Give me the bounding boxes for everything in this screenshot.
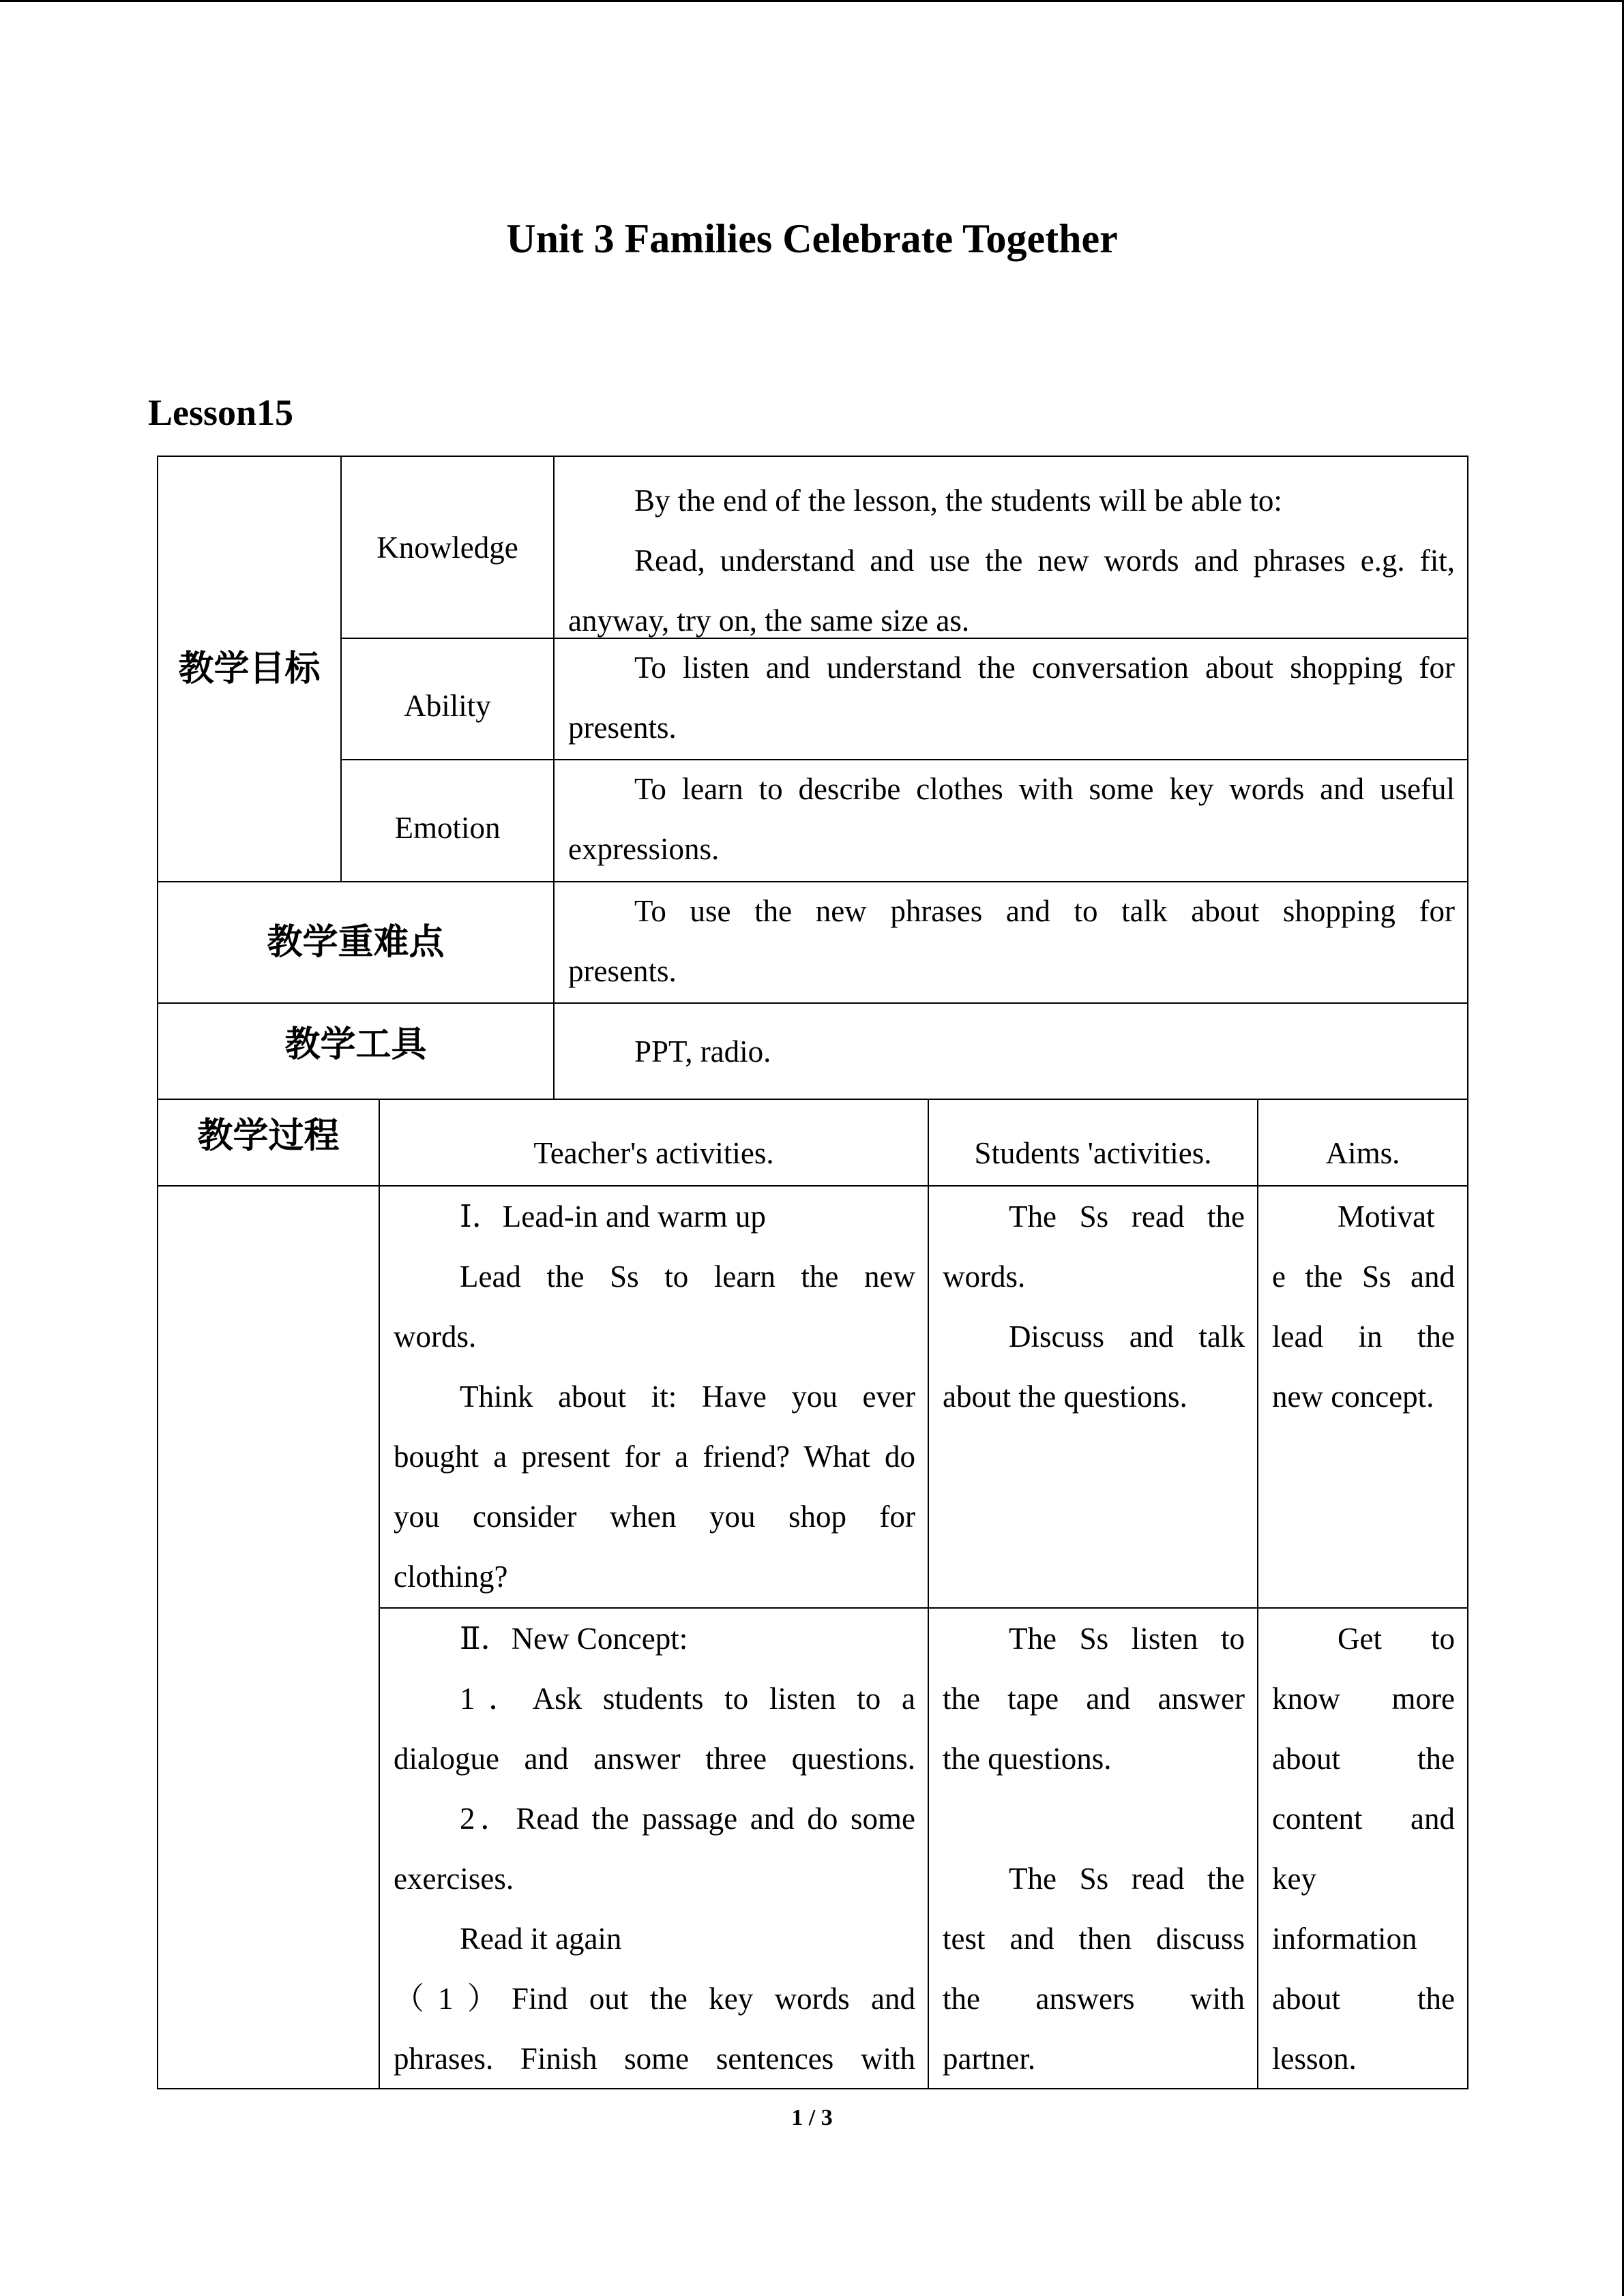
row2-teacher-line-5: exercises.	[394, 1862, 514, 1896]
tools-content-cell	[553, 1002, 1468, 1100]
row1-students-line-1: The Ss read the	[1009, 1199, 1245, 1234]
row2-teacher-line-8: phrases. Finish some sentences with	[394, 2042, 915, 2076]
keypoints-line-2: presents.	[568, 954, 677, 988]
students-header: Students 'activities.	[974, 1135, 1212, 1170]
row1-aims-line-1: Motivat	[1338, 1199, 1435, 1234]
row2-students-line-2: the tape and answer	[943, 1682, 1245, 1716]
lesson-heading: Lesson15	[148, 392, 294, 433]
ability-line-2: presents.	[568, 711, 677, 745]
row1-aims-line-4: new concept.	[1272, 1380, 1434, 1414]
ability-label-cell	[340, 638, 555, 760]
ability-line-1: To listen and understand the conversation about shopping for	[634, 651, 1455, 685]
row2-aims-cell	[1257, 1607, 1468, 2089]
objectives-label: 教学目标	[178, 648, 321, 689]
row2-teacher-cell	[379, 1607, 929, 2089]
row1-teacher-line-3: words.	[394, 1320, 477, 1354]
keypoints-label: 教学重难点	[267, 922, 445, 963]
row2-aims-line-8: lesson.	[1272, 2042, 1357, 2076]
row2-teacher-line-7: （1）Find out the key words and	[394, 1982, 915, 2016]
process-label: 教学过程	[197, 1115, 340, 1157]
row1-aims-line-2: e the Ss and	[1272, 1259, 1455, 1294]
row1-teacher-line-6: you consider when you shop for	[394, 1500, 915, 1534]
process-label-cell	[157, 1099, 380, 1187]
row1-students-line-4: about the questions.	[943, 1380, 1187, 1414]
page-top-border	[0, 0, 1624, 2]
row2-teacher-line-6: Read it again	[460, 1922, 622, 1956]
tools-label: 教学工具	[284, 1024, 427, 1065]
row2-students-line-8: partner.	[943, 2042, 1036, 2076]
knowledge-content-cell	[553, 456, 1468, 639]
keypoints-content-cell	[553, 881, 1468, 1004]
row1-teacher-cell	[379, 1185, 929, 1609]
row1-teacher-line-5: bought a present for a friend? What do	[394, 1440, 915, 1474]
teacher-header-cell	[379, 1099, 929, 1187]
document-title: Unit 3 Families Celebrate Together	[506, 216, 1118, 261]
knowledge-label-cell	[340, 456, 555, 639]
row2-teacher-line-1: Ⅱ．New Concept:	[460, 1622, 688, 1656]
aims-header-cell	[1257, 1099, 1468, 1187]
row2-teacher-line-2: 1．Ask students to listen to a	[460, 1682, 915, 1716]
row2-teacher-line-3: dialogue and answer three questions.	[394, 1742, 915, 1776]
row1-aims-line-3: lead in the	[1272, 1320, 1455, 1354]
row1-students-cell	[928, 1185, 1258, 1609]
knowledge-line-1: By the end of the lesson, the students will be able to:	[634, 483, 1282, 518]
teacher-header: Teacher's activities.	[533, 1135, 774, 1170]
row1-teacher-line-1: Ⅰ．Lead-in and warm up	[460, 1199, 766, 1234]
keypoints-label-cell	[157, 881, 555, 1004]
row2-aims-line-7: about the	[1272, 1982, 1455, 2016]
page-number: 1 / 3	[791, 2105, 833, 2130]
row2-students-line-1: The Ss listen to	[1009, 1622, 1245, 1656]
keypoints-line-1: To use the new phrases and to talk about shopping for	[634, 894, 1455, 928]
emotion-content-cell	[553, 759, 1468, 882]
row2-students-line-6: test and then discuss	[943, 1922, 1245, 1956]
row2-aims-line-1: Get to	[1338, 1622, 1455, 1656]
row2-students-line-5: The Ss read the	[1009, 1862, 1245, 1896]
tools-label-cell	[157, 1002, 555, 1100]
emotion-line-2: expressions.	[568, 832, 720, 866]
row2-teacher-line-4: 2．Read the passage and do some	[460, 1802, 915, 1836]
row1-aims-cell	[1257, 1185, 1468, 1609]
row2-students-line-3: the questions.	[943, 1742, 1112, 1776]
students-header-cell	[928, 1099, 1258, 1187]
row2-aims-line-5: key	[1272, 1862, 1316, 1896]
row2-aims-line-2: know more	[1272, 1682, 1455, 1716]
objectives-label-cell	[157, 456, 342, 882]
knowledge-line-2: Read, understand and use the new words and phrases e.g. fit,	[634, 543, 1455, 578]
row1-teacher-line-7: clothing?	[394, 1560, 508, 1594]
row1-teacher-line-2: Lead the Ss to learn the new	[460, 1259, 915, 1294]
row2-aims-line-3: about the	[1272, 1742, 1455, 1776]
row2-aims-line-4: content and	[1272, 1802, 1455, 1836]
emotion-line-1: To learn to describe clothes with some key words and useful	[634, 772, 1455, 806]
row2-students-line-7: the answers with	[943, 1982, 1245, 2016]
ability-content-cell	[553, 638, 1468, 760]
process-empty-cell	[157, 1185, 380, 2089]
row2-students-line-4	[943, 1789, 1245, 1849]
knowledge-line-3: anyway, try on, the same size as.	[568, 603, 970, 638]
row2-aims-line-6: information	[1272, 1922, 1417, 1956]
row1-students-line-2: words.	[943, 1259, 1026, 1294]
knowledge-label: Knowledge	[377, 530, 518, 565]
row1-teacher-line-4: Think about it: Have you ever	[460, 1380, 915, 1414]
emotion-label: Emotion	[394, 810, 501, 845]
row1-students-line-3: Discuss and talk	[1009, 1320, 1245, 1354]
row2-students-cell	[928, 1607, 1258, 2089]
emotion-label-cell	[340, 759, 555, 882]
tools-value: PPT, radio.	[634, 1034, 771, 1069]
ability-label: Ability	[404, 689, 491, 723]
aims-header: Aims.	[1325, 1135, 1400, 1170]
